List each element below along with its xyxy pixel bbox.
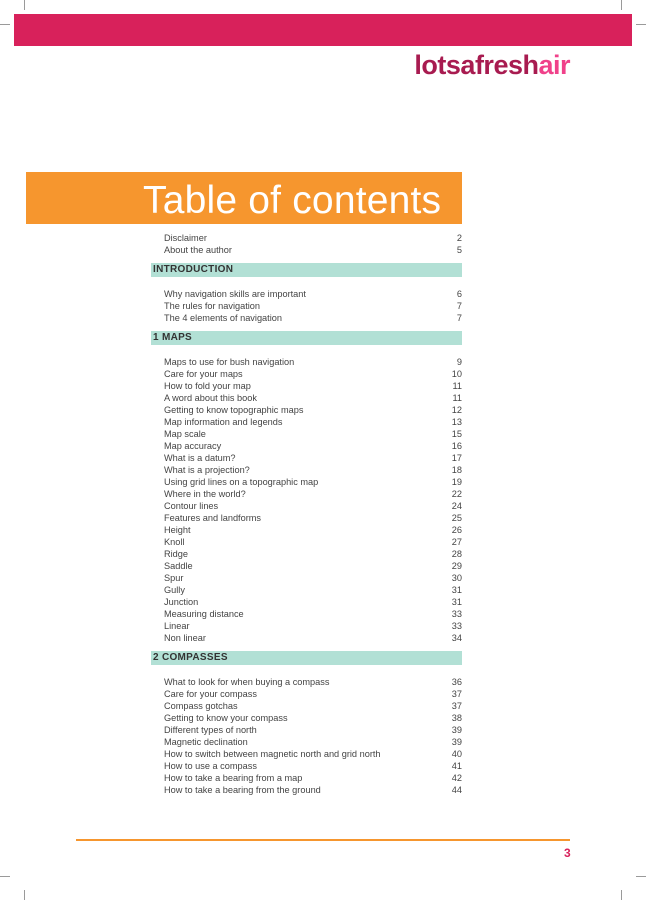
crop-mark [636, 876, 646, 877]
toc-entry-label: Gully [164, 585, 185, 595]
toc-entry[interactable] [151, 392, 462, 404]
toc-entry-label: How to take a bearing from a map [164, 773, 303, 783]
toc-entry-page: 31 [451, 597, 462, 607]
toc-section-heading[interactable]: 2 COMPASSES [151, 651, 462, 665]
toc-entry-label: Knoll [164, 537, 185, 547]
toc-entry[interactable] [151, 300, 462, 312]
toc-entry-page: 18 [451, 465, 462, 475]
toc-entry-label: Map accuracy [164, 441, 222, 451]
toc-entry-label: Compass gotchas [164, 701, 238, 711]
toc-entry-label: Saddle [164, 561, 193, 571]
toc-entry-page: 17 [451, 453, 462, 463]
toc-entry-label: How to switch between magnetic north and grid north [164, 749, 381, 759]
toc-entry-page: 37 [451, 689, 462, 699]
toc-entry-page: 36 [451, 677, 462, 687]
toc-entry-page: 10 [451, 369, 462, 379]
toc-entry-page: 2 [456, 233, 462, 243]
toc-entry-label: Care for your maps [164, 369, 243, 379]
toc-entry-label: What to look for when buying a compass [164, 677, 330, 687]
toc-entry-page: 39 [451, 725, 462, 735]
crop-mark [621, 890, 622, 900]
toc-intro-group [151, 232, 462, 256]
toc-entry-label: Different types of north [164, 725, 257, 735]
toc-entry-label: Maps to use for bush navigation [164, 357, 295, 367]
toc-entry[interactable] [151, 676, 462, 688]
toc-entry-page: 41 [451, 761, 462, 771]
toc-entry-page: 33 [451, 609, 462, 619]
toc-entry-label: Junction [164, 597, 199, 607]
toc-entry[interactable] [151, 464, 462, 476]
toc-entry-label: What is a datum? [164, 453, 236, 463]
toc-entry[interactable] [151, 760, 462, 772]
toc-entry[interactable] [151, 416, 462, 428]
toc-section-heading[interactable]: 1 MAPS [151, 331, 462, 345]
toc-entry-page: 34 [451, 633, 462, 643]
toc-entry-page: 37 [451, 701, 462, 711]
toc-entry-label: Linear [164, 621, 190, 631]
toc-entry-page: 15 [451, 429, 462, 439]
page-number: 3 [564, 846, 571, 860]
toc-entry-page: 22 [451, 489, 462, 499]
toc-entry[interactable] [151, 712, 462, 724]
toc-entry-page: 28 [451, 549, 462, 559]
logo-text-accent: air [538, 50, 570, 80]
toc-entry-page: 7 [456, 301, 462, 311]
toc-entry-page: 7 [456, 313, 462, 323]
brand-logo [414, 50, 570, 81]
header-band [14, 14, 632, 46]
toc-entry-label: Measuring distance [164, 609, 244, 619]
toc-entry-label: Map scale [164, 429, 206, 439]
toc-entry-page: 24 [451, 501, 462, 511]
toc-entry-label: Contour lines [164, 501, 219, 511]
logo-text-main: lotsafresh [414, 50, 539, 80]
toc-entry-page: 11 [452, 381, 462, 391]
toc-entry-page: 12 [451, 405, 462, 415]
toc-section-heading[interactable]: INTRODUCTION [151, 263, 462, 277]
table-of-contents [151, 232, 462, 796]
toc-entry[interactable] [151, 404, 462, 416]
toc-entry-label: Why navigation skills are important [164, 289, 306, 299]
toc-entry[interactable] [151, 560, 462, 572]
toc-entry-page: 27 [451, 537, 462, 547]
toc-entry-label: How to use a compass [164, 761, 257, 771]
crop-mark [24, 0, 25, 10]
toc-entry-page: 30 [451, 573, 462, 583]
toc-entry[interactable] [151, 452, 462, 464]
toc-entry-page: 26 [451, 525, 462, 535]
footer-rule [76, 839, 570, 841]
toc-entry-label: What is a projection? [164, 465, 250, 475]
toc-entry-label: Getting to know your compass [164, 713, 288, 723]
toc-entry[interactable] [151, 512, 462, 524]
toc-entry-label: How to fold your map [164, 381, 251, 391]
toc-entry[interactable] [151, 428, 462, 440]
toc-entry-label: How to take a bearing from the ground [164, 785, 321, 795]
crop-mark [0, 876, 10, 877]
toc-entry-page: 31 [451, 585, 462, 595]
toc-entry-label: Using grid lines on a topographic map [164, 477, 319, 487]
toc-entry-label: A word about this book [164, 393, 257, 403]
toc-entry-page: 29 [451, 561, 462, 571]
toc-entry-page: 19 [451, 477, 462, 487]
toc-entry-label: Getting to know topographic maps [164, 405, 304, 415]
crop-mark [621, 0, 622, 10]
toc-entry[interactable] [151, 596, 462, 608]
toc-entry[interactable] [151, 620, 462, 632]
toc-entry-page: 9 [456, 357, 462, 367]
crop-mark [636, 24, 646, 25]
toc-entry-page: 38 [451, 713, 462, 723]
toc-entry-page: 39 [451, 737, 462, 747]
toc-entry[interactable] [151, 476, 462, 488]
toc-entry[interactable] [151, 288, 462, 300]
crop-mark [24, 890, 25, 900]
toc-entry[interactable] [151, 736, 462, 748]
toc-entry-label: Magnetic declination [164, 737, 248, 747]
toc-entry-label: The rules for navigation [164, 301, 261, 311]
toc-entry[interactable] [151, 356, 462, 368]
toc-entry[interactable] [151, 232, 462, 244]
toc-entry-label: About the author [164, 245, 232, 255]
toc-entry-page: 11 [452, 393, 462, 403]
toc-entry[interactable] [151, 440, 462, 452]
toc-entry[interactable] [151, 772, 462, 784]
toc-entry-label: Ridge [164, 549, 189, 559]
toc-entry[interactable] [151, 500, 462, 512]
toc-entry-label: The 4 elements of navigation [164, 313, 282, 323]
toc-entry[interactable] [151, 536, 462, 548]
toc-entry-page: 40 [451, 749, 462, 759]
toc-entry-label: Map information and legends [164, 417, 283, 427]
toc-entry-label: Where in the world? [164, 489, 246, 499]
toc-entry-page: 13 [451, 417, 462, 427]
toc-entry[interactable] [151, 368, 462, 380]
toc-entry[interactable] [151, 380, 462, 392]
toc-entry-page: 42 [451, 773, 462, 783]
toc-entry[interactable] [151, 584, 462, 596]
toc-entry[interactable] [151, 524, 462, 536]
toc-sections [151, 263, 462, 796]
toc-entry-label: Non linear [164, 633, 206, 643]
toc-entry[interactable] [151, 688, 462, 700]
toc-entry[interactable] [151, 488, 462, 500]
toc-entry-page: 6 [456, 289, 462, 299]
toc-entry[interactable] [151, 312, 462, 324]
crop-mark [0, 24, 10, 25]
toc-entry-page: 16 [451, 441, 462, 451]
toc-entry[interactable] [151, 608, 462, 620]
toc-entry[interactable] [151, 700, 462, 712]
toc-entry-label: Height [164, 525, 191, 535]
toc-entry[interactable] [151, 548, 462, 560]
page-title: Table of contents [143, 179, 442, 222]
toc-entry[interactable] [151, 572, 462, 584]
toc-entry-page: 44 [451, 785, 462, 795]
toc-entry[interactable] [151, 784, 462, 796]
toc-entry-label: Features and landforms [164, 513, 262, 523]
toc-entry-page: 33 [451, 621, 462, 631]
toc-entry[interactable] [151, 748, 462, 760]
toc-entry-page: 25 [451, 513, 462, 523]
toc-entry-label: Disclaimer [164, 233, 207, 243]
toc-entry[interactable] [151, 632, 462, 644]
toc-entry-label: Spur [164, 573, 184, 583]
toc-entry[interactable] [151, 244, 462, 256]
toc-entry-page: 5 [456, 245, 462, 255]
toc-entry-label: Care for your compass [164, 689, 257, 699]
toc-entry[interactable] [151, 724, 462, 736]
